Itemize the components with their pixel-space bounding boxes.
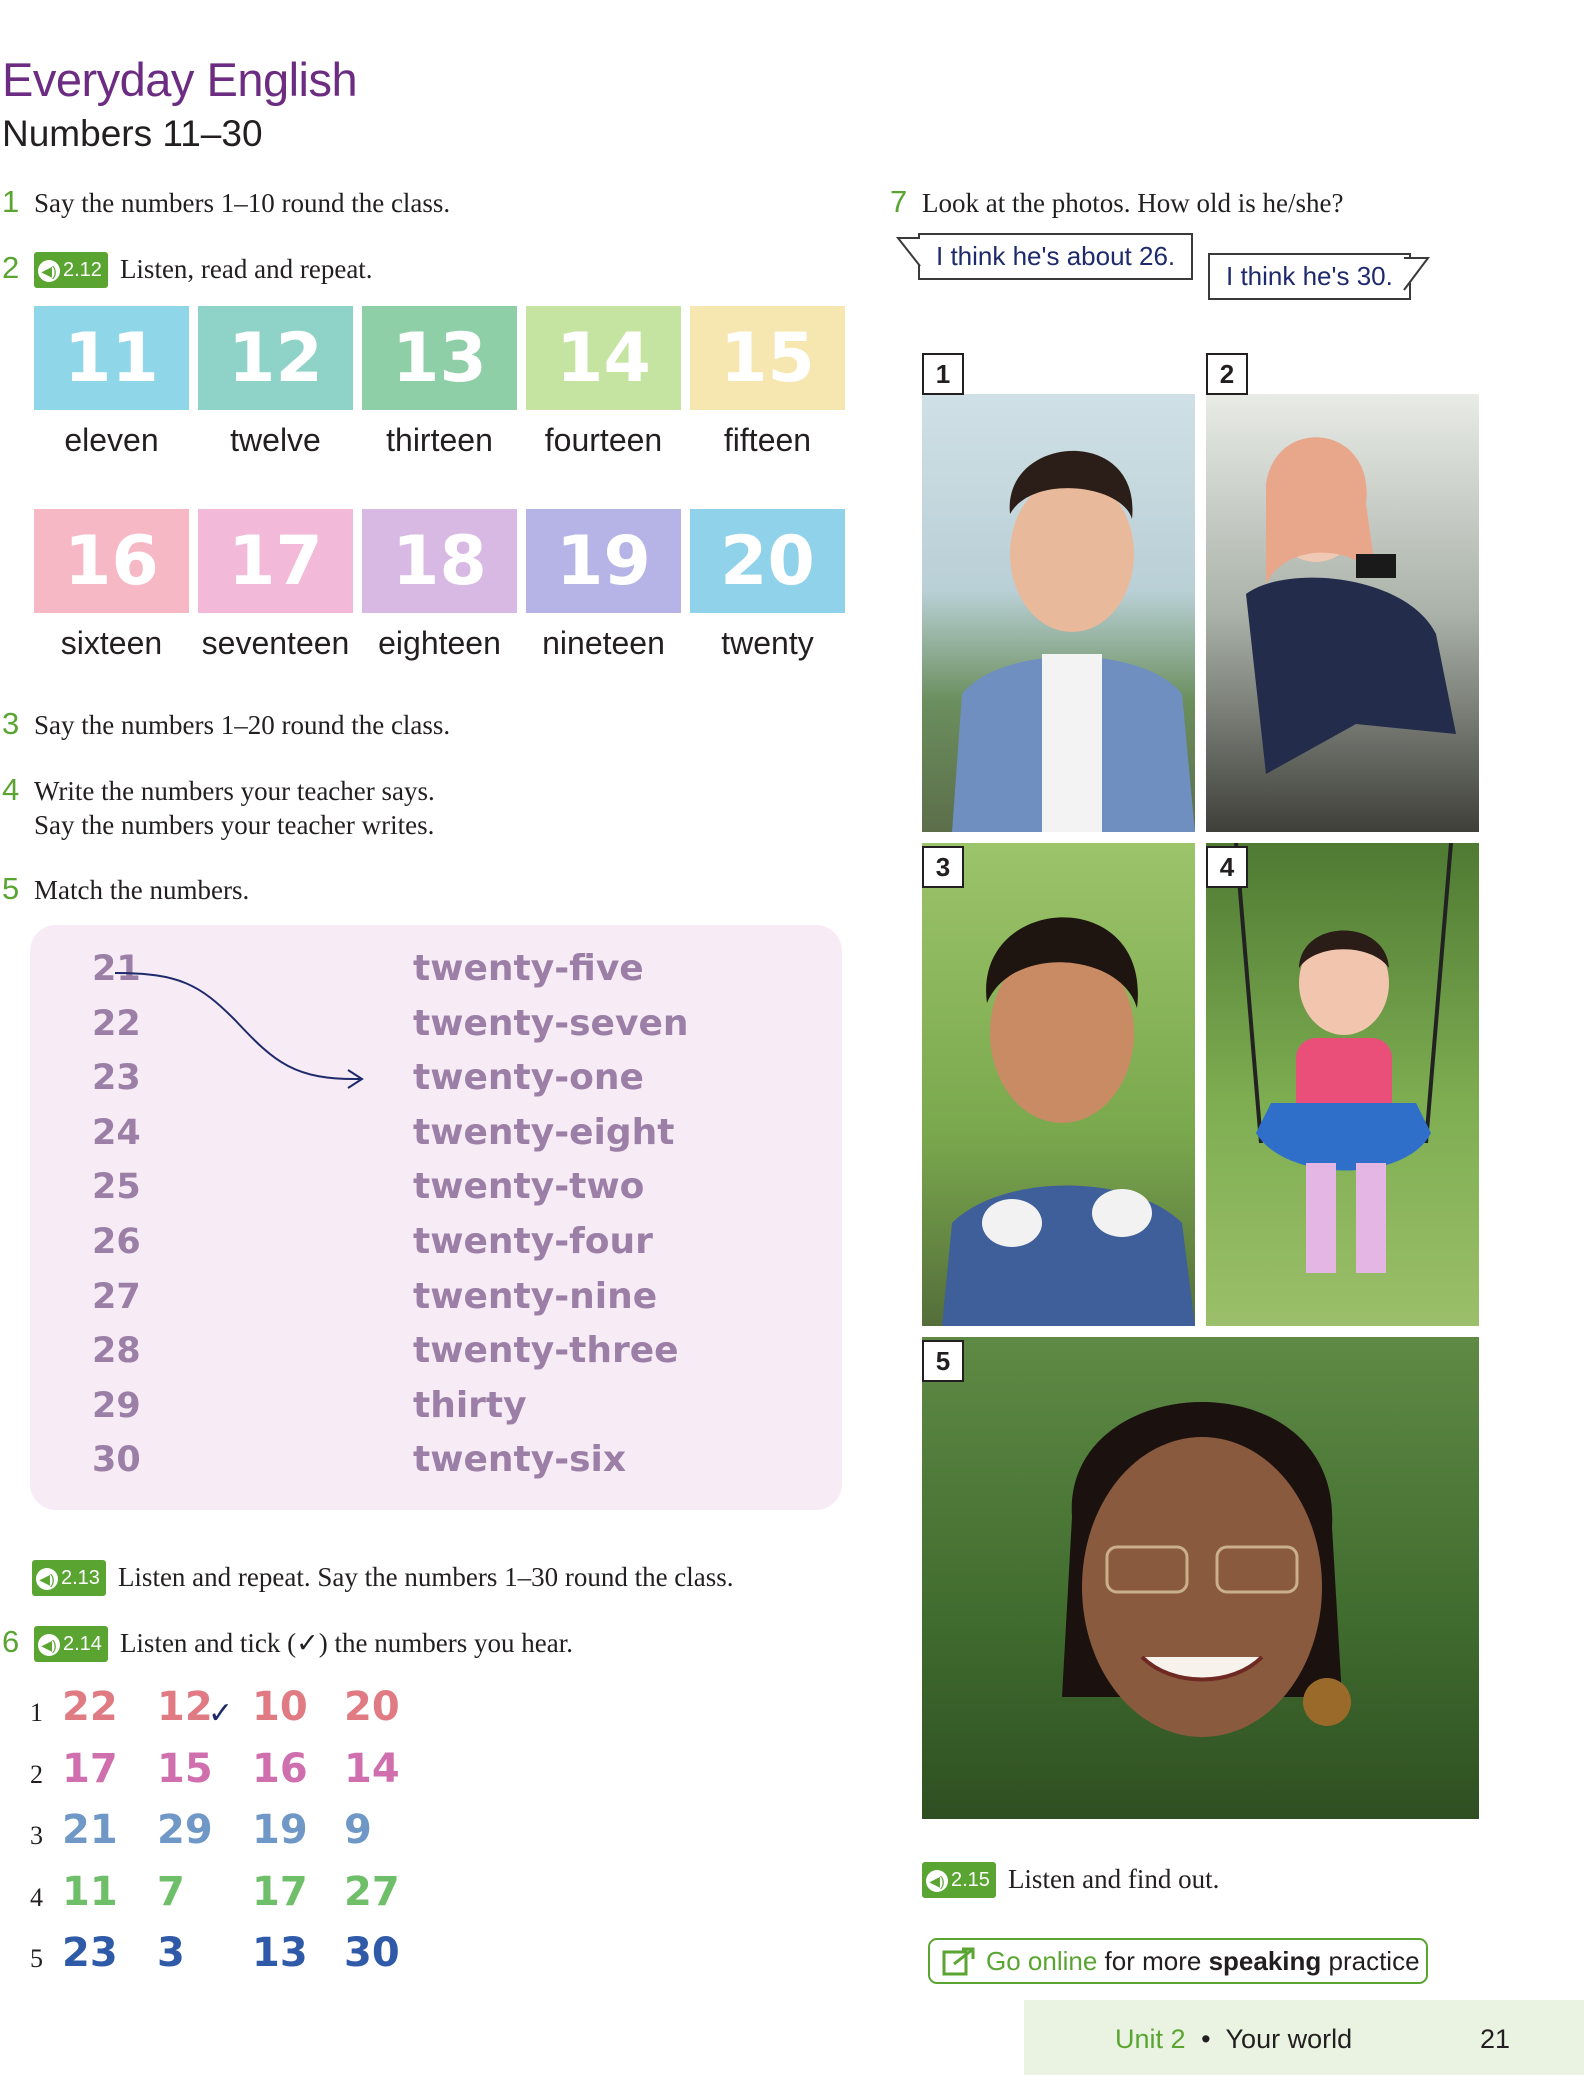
speaker-icon: ◀) xyxy=(926,1870,948,1892)
exercise-3 xyxy=(2,707,450,742)
exercise-4 xyxy=(2,773,435,842)
tick-number[interactable]: 30 xyxy=(344,1930,400,1976)
tick-row xyxy=(30,1930,450,1980)
page-title: Everyday English xyxy=(2,53,358,106)
match-word: thirty xyxy=(413,1384,527,1426)
exercise-number: 2 xyxy=(2,250,20,285)
match-number: 29 xyxy=(92,1385,141,1426)
match-word: twenty-seven xyxy=(413,1002,689,1044)
exercise-number: 6 xyxy=(2,1624,20,1659)
match-number: 22 xyxy=(92,1003,141,1044)
match-word: twenty-six xyxy=(413,1439,627,1481)
go-online-label: Go online xyxy=(986,1945,1098,1976)
match-word: twenty-five xyxy=(413,948,644,989)
tick-number[interactable]: 12 xyxy=(157,1684,213,1730)
match-number: 28 xyxy=(92,1331,141,1372)
tick-number[interactable]: 17 xyxy=(62,1745,118,1792)
audio-track-badge[interactable] xyxy=(34,1626,108,1662)
tick-number[interactable]: 20 xyxy=(344,1684,400,1730)
photo-5-woman-glasses xyxy=(922,1337,1479,1819)
number-word: eighteen xyxy=(378,625,501,661)
bubble-tail-right xyxy=(1402,256,1432,296)
audio-track-badge[interactable] xyxy=(34,252,108,288)
exercise-instruction: Listen and repeat. Say the numbers 1–30 round the class. xyxy=(117,1562,734,1592)
exercise-instruction: Listen and find out. xyxy=(1007,1864,1220,1894)
tick-row-label: 3 xyxy=(30,1821,43,1850)
speaker-icon: ◀) xyxy=(38,260,60,282)
person-figure xyxy=(1206,843,1479,1326)
photo-number-3: 3 xyxy=(922,846,964,888)
tick-row xyxy=(30,1869,450,1919)
tick-number[interactable]: 9 xyxy=(344,1807,372,1853)
footer-topic: Your world xyxy=(1225,2024,1353,2054)
exercise-instruction: Listen and tick (✓) the numbers you hear. xyxy=(119,1628,573,1658)
photo-number-1: 1 xyxy=(922,353,964,395)
number-tile: 16 xyxy=(34,509,189,613)
tick-number[interactable]: 22 xyxy=(62,1684,118,1730)
tick-row-label: 4 xyxy=(30,1882,43,1912)
speech-bubble-left: I think he's about 26. xyxy=(918,233,1193,280)
tick-number[interactable]: 7 xyxy=(157,1868,185,1915)
person-figure xyxy=(922,1337,1479,1819)
external-link-icon xyxy=(942,1946,976,1976)
tick-number[interactable]: 29 xyxy=(157,1807,213,1853)
exercise-instruction-line2: Say the numbers your teacher writes. xyxy=(34,810,435,840)
number-word: fourteen xyxy=(544,422,663,458)
match-number: 24 xyxy=(92,1112,141,1153)
number-tile: 19 xyxy=(526,509,681,613)
number-tile: 20 xyxy=(690,509,845,613)
number-word: thirteen xyxy=(386,422,493,458)
match-number: 25 xyxy=(92,1167,141,1208)
exercise-5-listen xyxy=(32,1560,734,1596)
photo-number-4: 4 xyxy=(1206,846,1248,888)
exercise-2 xyxy=(2,251,373,288)
tick-number[interactable]: 16 xyxy=(252,1745,308,1792)
number-word: nineteen xyxy=(542,625,665,661)
exercise-instruction-line1: Write the numbers your teacher says. xyxy=(34,776,435,806)
exercise-number: 3 xyxy=(2,706,20,741)
exercise-6 xyxy=(2,1625,573,1662)
page-subtitle: Numbers 11–30 xyxy=(2,113,263,154)
number-word: eleven xyxy=(64,422,159,458)
photo-3-teen-boy xyxy=(922,843,1195,1326)
tick-number[interactable]: 13 xyxy=(252,1930,308,1976)
number-tile: 13 xyxy=(362,306,517,410)
match-word: twenty-nine xyxy=(413,1275,658,1317)
exercise-7 xyxy=(890,185,1343,220)
go-online-end: practice xyxy=(1321,1945,1420,1976)
footer-separator: • xyxy=(1201,2024,1211,2054)
person-figure xyxy=(1206,394,1479,832)
match-number: 23 xyxy=(92,1058,141,1099)
match-number: 27 xyxy=(92,1276,141,1317)
go-online-link[interactable] xyxy=(928,1938,1428,1984)
match-number: 26 xyxy=(92,1222,141,1262)
exercise-number: 4 xyxy=(2,772,20,807)
tick-number[interactable]: 21 xyxy=(62,1807,118,1853)
number-word: twenty xyxy=(721,625,814,661)
match-number: 21 xyxy=(92,949,141,989)
tick-number[interactable]: 23 xyxy=(62,1930,118,1976)
tick-row-label: 2 xyxy=(30,1759,43,1789)
tick-number[interactable]: 10 xyxy=(252,1684,308,1730)
number-tile: 11 xyxy=(34,306,189,410)
photo-4-baby-swing xyxy=(1206,843,1479,1326)
exercise-instruction: Match the numbers. xyxy=(34,875,250,905)
match-word: twenty-eight xyxy=(413,1111,675,1153)
bubble-tail-left xyxy=(896,236,926,276)
footer-unit xyxy=(1115,2024,1352,2055)
number-tile: 18 xyxy=(362,509,517,613)
audio-track-badge[interactable] xyxy=(32,1560,106,1596)
person-figure xyxy=(922,843,1195,1326)
page-number: 21 xyxy=(1480,2024,1511,2054)
tick-row xyxy=(30,1807,450,1857)
audio-track-number: 2.15 xyxy=(951,1869,990,1891)
speech-bubble-right: I think he's 30. xyxy=(1208,253,1411,300)
tick-number[interactable]: 15 xyxy=(157,1745,213,1792)
audio-track-badge[interactable] xyxy=(922,1862,996,1898)
go-online-mid: for more xyxy=(1097,1945,1209,1976)
exercise-number: 5 xyxy=(2,871,20,906)
tick-row xyxy=(30,1746,450,1796)
photo-1-young-man xyxy=(922,394,1195,832)
tick-row-label: 5 xyxy=(30,1944,43,1973)
go-online-speaking: speaking xyxy=(1208,1945,1322,1976)
number-tile: 17 xyxy=(198,509,353,613)
tick-number[interactable]: 14 xyxy=(344,1745,400,1792)
tick-number[interactable]: 19 xyxy=(252,1807,308,1853)
exercise-1 xyxy=(2,185,450,220)
match-word: twenty-two xyxy=(413,1166,645,1208)
exercise-7-listen xyxy=(922,1862,1219,1898)
exercise-instruction: Say the numbers 1–20 round the class. xyxy=(34,710,451,740)
number-word: sixteen xyxy=(60,625,163,661)
match-word: twenty-three xyxy=(413,1330,679,1372)
speaker-icon: ◀) xyxy=(36,1568,58,1590)
speaker-icon: ◀) xyxy=(38,1634,60,1656)
footer-unit-label: Unit 2 xyxy=(1115,2024,1186,2054)
tick-number[interactable]: 11 xyxy=(62,1868,118,1915)
exercise-5 xyxy=(2,872,249,907)
photo-number-2: 2 xyxy=(1206,353,1248,395)
photo-2-girl-phone xyxy=(1206,394,1479,832)
audio-track-number: 2.14 xyxy=(63,1633,102,1655)
tick-row-label: 1 xyxy=(30,1698,43,1727)
number-word: twelve xyxy=(230,422,321,458)
tick-number[interactable]: 17 xyxy=(252,1868,308,1915)
match-number: 30 xyxy=(92,1440,141,1481)
match-word: twenty-four xyxy=(413,1221,653,1262)
number-tile: 14 xyxy=(526,306,681,410)
exercise-number: 1 xyxy=(2,184,20,219)
audio-track-number: 2.12 xyxy=(63,259,102,281)
tick-number[interactable]: 3 xyxy=(157,1930,185,1976)
audio-track-number: 2.13 xyxy=(61,1567,100,1589)
match-arrow xyxy=(30,925,842,1510)
exercise-instruction: Look at the photos. How old is he/she? xyxy=(922,188,1344,218)
match-numbers-box xyxy=(30,925,842,1510)
tick-mark-icon: ✓ xyxy=(208,1697,234,1730)
tick-number[interactable]: 27 xyxy=(344,1868,400,1915)
number-tile: 12 xyxy=(198,306,353,410)
exercise-instruction: Listen, read and repeat. xyxy=(119,254,373,284)
tick-row xyxy=(30,1684,450,1734)
number-word: fifteen xyxy=(723,422,812,458)
exercise-instruction: Say the numbers 1–10 round the class. xyxy=(34,188,451,218)
number-tile: 15 xyxy=(690,306,845,410)
photo-number-5: 5 xyxy=(922,1340,964,1382)
person-figure xyxy=(922,394,1195,832)
match-word: twenty-one xyxy=(413,1057,644,1099)
number-word: seventeen xyxy=(201,625,350,661)
exercise-number: 7 xyxy=(890,184,908,219)
